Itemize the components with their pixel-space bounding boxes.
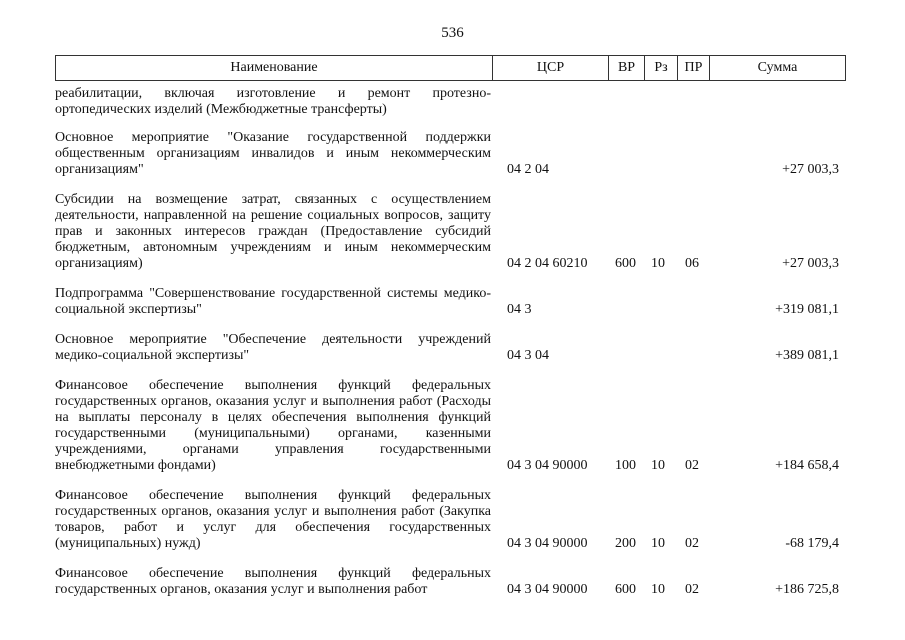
row-csr: 04 3 04 90000	[507, 458, 588, 473]
table-row	[55, 378, 845, 474]
row-sum: +27 003,3	[782, 162, 839, 177]
row-rz: 10	[651, 536, 665, 551]
row-csr: 04 2 04	[507, 162, 549, 177]
table-row	[55, 332, 845, 364]
row-rz: 10	[651, 256, 665, 271]
table-row	[55, 86, 845, 118]
column-header-sum: Сумма	[710, 56, 846, 81]
row-sum: -68 179,4	[785, 536, 839, 551]
row-csr: 04 3 04	[507, 348, 549, 363]
column-header-csr: ЦСР	[493, 56, 609, 81]
page-number: 536	[441, 25, 464, 41]
table-header	[55, 55, 846, 81]
column-header-rz: Рз	[645, 56, 678, 81]
row-sum: +184 658,4	[775, 458, 839, 473]
row-csr: 04 3 04 90000	[507, 536, 588, 551]
row-name: Финансовое обеспечение выполнения функций федеральных государственных органов, оказания услуг и выполнения работ (Закупка товаров, работ и услуг для обеспечения государственных (муниципальных) нужд)	[55, 488, 491, 551]
row-sum: +186 725,8	[775, 582, 839, 597]
row-name: Финансовое обеспечение выполнения функций федеральных государственных органов, оказания услуг и выполнения работ (Расходы на выплаты персоналу в целях обеспечения выполнения функций государственными (муниципальными) органами, казенными учреждениями, органами управления государственными внебюджетными фондами)	[55, 378, 491, 473]
table-row	[55, 488, 845, 552]
row-name: Субсидии на возмещение затрат, связанных с осуществлением деятельности, направленной на решение социальных вопросов, защиту прав и законных интересов граждан (Предоставление субсидий бюджетным, автономным учреждениям и иным некоммерческим организациям)	[55, 192, 491, 271]
row-pr: 02	[685, 582, 699, 597]
column-header-name: Наименование	[56, 56, 493, 81]
column-header-vr: ВР	[609, 56, 645, 81]
row-name: реабилитации, включая изготовление и ремонт протезно-ортопедических изделий (Межбюджетные трансферты)	[55, 86, 491, 117]
row-csr: 04 2 04 60210	[507, 256, 588, 271]
row-rz: 10	[651, 582, 665, 597]
row-vr: 600	[615, 582, 636, 597]
table-body	[55, 86, 845, 612]
row-pr: 06	[685, 256, 699, 271]
row-sum: +389 081,1	[775, 348, 839, 363]
row-csr: 04 3 04 90000	[507, 582, 588, 597]
row-name: Основное мероприятие "Оказание государственной поддержки общественным организациям инвалидов и иным некоммерческим организациям"	[55, 130, 491, 177]
row-vr: 200	[615, 536, 636, 551]
table-row	[55, 566, 845, 598]
table-row	[55, 192, 845, 272]
row-vr: 600	[615, 256, 636, 271]
table-row	[55, 286, 845, 318]
row-pr: 02	[685, 458, 699, 473]
row-csr: 04 3	[507, 302, 532, 317]
table-row	[55, 130, 845, 178]
row-sum: +319 081,1	[775, 302, 839, 317]
row-vr: 100	[615, 458, 636, 473]
row-name: Подпрограмма "Совершенствование государственной системы медико-социальной экспертизы"	[55, 286, 491, 317]
row-pr: 02	[685, 536, 699, 551]
row-name: Финансовое обеспечение выполнения функций федеральных государственных органов, оказания услуг и выполнения работ	[55, 566, 491, 597]
row-sum: +27 003,3	[782, 256, 839, 271]
row-name: Основное мероприятие "Обеспечение деятельности учреждений медико-социальной экспертизы"	[55, 332, 491, 363]
column-header-pr: ПР	[678, 56, 710, 81]
row-rz: 10	[651, 458, 665, 473]
